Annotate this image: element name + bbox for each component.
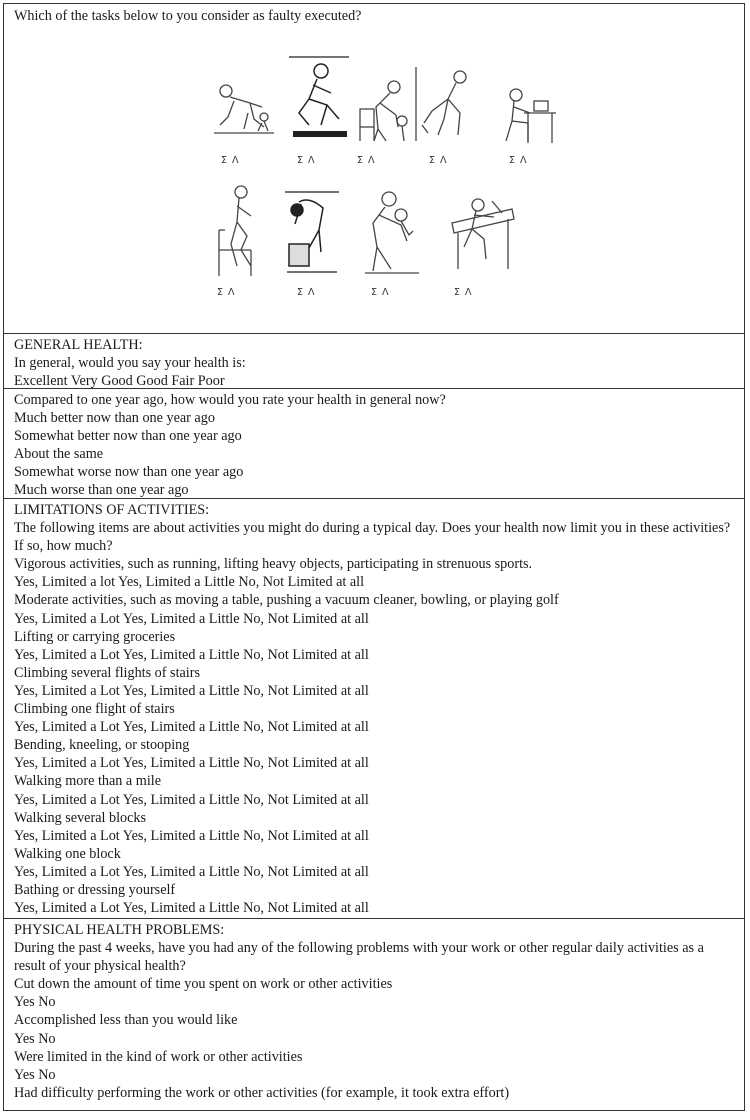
question-text: Were limited in the kind of work or other activities xyxy=(14,1048,303,1065)
marks-3: Σ Λ xyxy=(357,155,376,166)
answer-options: Yes, Limited a lot Yes, Limited a Little No, Not Limited at all xyxy=(14,574,365,591)
squatting-person-icon xyxy=(287,55,353,149)
answer-options: Yes No xyxy=(14,1030,56,1047)
task-question: Which of the tasks below to you consider as faulty executed? xyxy=(14,8,362,24)
seated-writing-icon xyxy=(494,83,560,149)
answer-options: Yes, Limited a Lot Yes, Limited a Little No, Not Limited at all xyxy=(14,863,369,880)
question-text: Cut down the amount of time you spent on work or other activities xyxy=(14,976,393,993)
activity-text: Moderate activities, such as moving a table, pushing a vacuum cleaner, bowling, or playing golf xyxy=(14,592,559,609)
intro-text: During the past 4 weeks, have you had any of the following problems with your work or other regular daily activities as a result of your physical health? xyxy=(14,940,704,975)
bending-over-child-icon xyxy=(354,75,416,147)
carrying-child-icon xyxy=(359,185,425,280)
desk-work-icon xyxy=(444,193,519,278)
marks-5: Σ Λ xyxy=(509,155,528,166)
limitations-section xyxy=(4,499,744,919)
task-figures xyxy=(14,25,744,330)
answer-options: Yes, Limited a Lot Yes, Limited a Little No, Not Limited at all xyxy=(14,719,369,736)
activity-text: Walking more than a mile xyxy=(14,773,161,790)
marks-2: Σ Λ xyxy=(297,155,316,166)
marks-9: Σ Λ xyxy=(454,287,473,298)
answer-options: Yes, Limited a Lot Yes, Limited a Little No, Not Limited at all xyxy=(14,791,369,808)
answer-options: Yes, Limited a Lot Yes, Limited a Little No, Not Limited at all xyxy=(14,900,369,917)
section-heading: LIMITATIONS OF ACTIVITIES: xyxy=(14,502,210,518)
activity-text: Lifting or carrying groceries xyxy=(14,628,176,645)
answer-option: Somewhat worse now than one year ago xyxy=(14,464,244,481)
answer-option: Somewhat better now than one year ago xyxy=(14,428,242,445)
activity-text: Walking several blocks xyxy=(14,809,147,826)
activity-text: Vigorous activities, such as running, lifting heavy objects, participating in strenuous sports. xyxy=(14,556,533,573)
marks-6: Σ Λ xyxy=(217,287,236,298)
compared-health-section xyxy=(4,389,744,499)
marks-1: Σ Λ xyxy=(221,155,240,166)
answer-options: Yes No xyxy=(14,1066,56,1083)
section-heading: GENERAL HEALTH: xyxy=(14,337,143,353)
questionnaire-table xyxy=(3,3,745,1111)
answer-options: Yes, Limited a Lot Yes, Limited a Little No, Not Limited at all xyxy=(14,610,369,627)
physical-problems-section xyxy=(4,919,744,1110)
answer-options: Yes, Limited a Lot Yes, Limited a Little No, Not Limited at all xyxy=(14,755,369,772)
answer-options: Yes No xyxy=(14,994,56,1011)
answer-options: Yes, Limited a Lot Yes, Limited a Little No, Not Limited at all xyxy=(14,827,369,844)
question-text: Compared to one year ago, how would you rate your health in general now? xyxy=(14,392,446,408)
answer-option: Much worse than one year ago xyxy=(14,482,189,499)
activity-text: Climbing several flights of stairs xyxy=(14,664,200,681)
question-text: In general, would you say your health is: xyxy=(14,355,246,372)
general-health-section xyxy=(4,334,744,389)
answer-option: About the same xyxy=(14,446,104,463)
crawling-person-icon xyxy=(204,73,284,145)
lifting-box-icon xyxy=(279,190,345,280)
question-text: Accomplished less than you would like xyxy=(14,1012,238,1029)
answer-option: Much better now than one year ago xyxy=(14,410,215,427)
sitting-on-chair-icon xyxy=(211,180,267,280)
marks-4: Σ Λ xyxy=(429,155,448,166)
marks-8: Σ Λ xyxy=(371,287,390,298)
activity-text: Bending, kneeling, or stooping xyxy=(14,737,190,754)
activity-text: Bathing or dressing yourself xyxy=(14,881,176,898)
answer-options: Yes, Limited a Lot Yes, Limited a Little No, Not Limited at all xyxy=(14,682,369,699)
answer-options: Yes, Limited a Lot Yes, Limited a Little No, Not Limited at all xyxy=(14,646,369,663)
task-section xyxy=(4,4,744,334)
reaching-floor-icon xyxy=(414,63,480,145)
question-text: Had difficulty performing the work or other activities (for example, it took extra effort) xyxy=(14,1084,510,1101)
intro-text: The following items are about activities you might do during a typical day. Does your health now limit you in these activities? If so, how much? xyxy=(14,520,731,555)
section-heading: PHYSICAL HEALTH PROBLEMS: xyxy=(14,922,225,938)
activity-text: Walking one block xyxy=(14,845,121,862)
activity-text: Climbing one flight of stairs xyxy=(14,701,175,718)
answer-options: Excellent Very Good Good Fair Poor xyxy=(14,373,225,389)
marks-7: Σ Λ xyxy=(297,287,316,298)
